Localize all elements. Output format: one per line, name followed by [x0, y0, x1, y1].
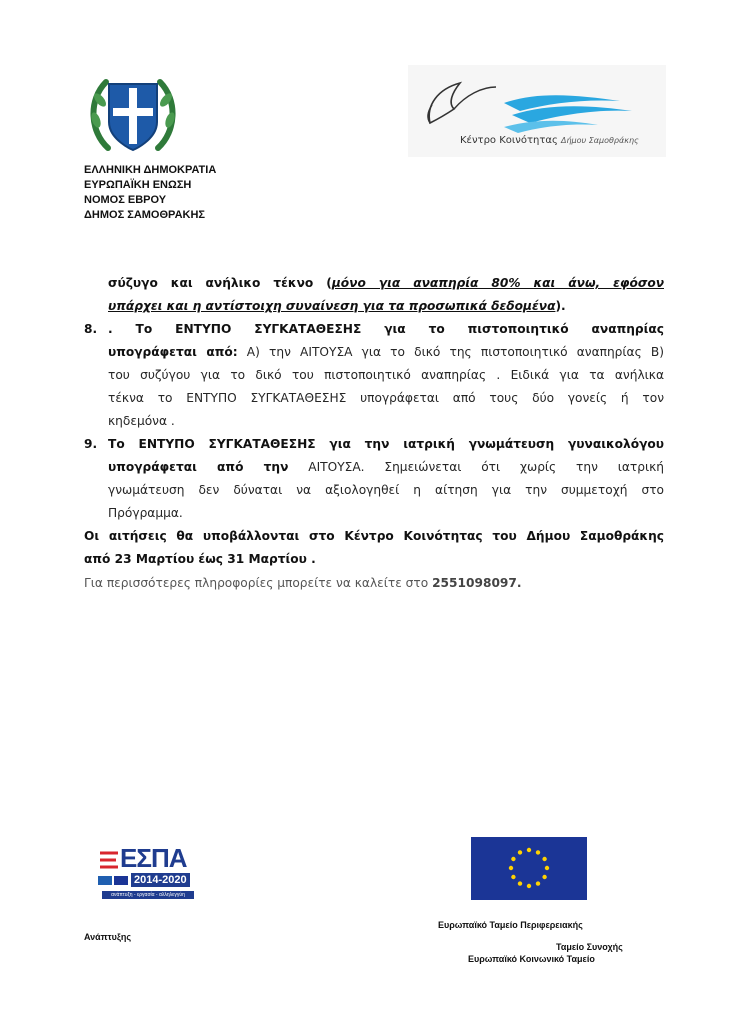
continuation-line-2: υπάρχει και η αντίστοιχη συναίνεση για τα προσωπικά δεδομένα). — [108, 299, 566, 313]
info-line: Για περισσότερες πληροφορίες μπορείτε να καλείτε στο 2551098097. — [84, 576, 522, 590]
continuation-line-1: σύζυγο και ανήλικο τέκνο (μόνο για αναπηρία 80% και άνω, εφόσον — [108, 276, 664, 290]
logo-caption — [460, 135, 639, 146]
espa-years: 2014-2020 — [131, 873, 190, 887]
submission-line-2: από 23 Μαρτίου έως 31 Μαρτίου . — [84, 552, 316, 566]
header-line: ΔΗΜΟΣ ΣΑΜΟΘΡΑΚΗΣ — [84, 209, 205, 221]
item9-line-4: Πρόγραμμα. — [108, 506, 183, 520]
fund-line-2: Ταμείο Συνοχής — [556, 942, 623, 952]
community-center-logo — [408, 65, 666, 157]
list-item-number: 9. — [84, 437, 98, 451]
logo-sub-text: Δήμου Σαμοθράκης — [561, 136, 639, 145]
submission-line-1: Οι αιτήσεις θα υποβάλλονται στο Κέντρο Κοινότητας του Δήμου Σαμοθράκης — [84, 529, 664, 543]
espa-logo — [98, 843, 198, 905]
item8-line-3: του συζύγου για το δικό του πιστοποιητικό αναπηρίας . Ειδικά για τα ανήλικα — [108, 368, 664, 382]
item8-line-2: υπογράφεται από: Α) την ΑΙΤΟΥΣΑ για το δικό της πιστοποιητικό αναπηρίας Β) — [108, 345, 664, 359]
header-line: ΝΟΜΟΣ ΕΒΡΟΥ — [84, 194, 167, 206]
phone-number: 2551098097. — [432, 576, 522, 590]
eu-flag-icon — [471, 837, 587, 900]
item8-line-5: κηδεμόνα . — [108, 414, 175, 428]
item9-line-3: γνωμάτευση δεν δύναται να αξιολογηθεί η αίτηση για την συμμετοχή στο — [108, 483, 664, 497]
espa-word: ΕΣΠΑ — [120, 843, 187, 873]
eu-flag-mini-icon — [114, 876, 128, 885]
item8-line-4: τέκνα το ΕΝΤΥΠΟ ΣΥΓΚΑΤΑΘΕΣΗΣ υπογράφεται από τους δύο γονείς ή τον — [108, 391, 664, 405]
list-item-number: 8. — [84, 322, 98, 336]
logo-main-text: Κέντρο Κοινότητας — [460, 135, 558, 146]
issuing-authority — [84, 163, 216, 223]
header-line: ΕΛΛΗΝΙΚΗ ΔΗΜΟΚΡΑΤΙΑ — [84, 164, 217, 176]
item9-line-1: Το ΕΝΤΥΠΟ ΣΥΓΚΑΤΑΘΕΣΗΣ για την ιατρική γνωμάτευση γυναικολόγου — [108, 437, 664, 451]
item9-line-2: υπογράφεται από την ΑΙΤΟΥΣΑ. Σημειώνεται ότι χωρίς την ιατρική — [108, 460, 664, 474]
greek-flag-icon — [98, 876, 112, 885]
espa-swoosh-icon — [98, 847, 120, 877]
item8-line-1: . Το ΕΝΤΥΠΟ ΣΥΓΚΑΤΑΘΕΣΗΣ για το πιστοποιητικό αναπηρίας — [108, 322, 664, 336]
espa-tagline: ανάπτυξη - εργασία - αλληλεγγύη — [102, 891, 194, 899]
header-line: ΕΥΡΩΠΑΪΚΗ ΕΝΩΣΗ — [84, 179, 192, 191]
greek-coat-of-arms-emblem — [84, 70, 182, 160]
fund-line-1: Ευρωπαϊκό Ταμείο Περιφερειακής — [438, 920, 583, 930]
anaptyxis-label: Ανάπτυξης — [84, 932, 132, 942]
fund-line-3: Ευρωπαϊκό Κοινωνικό Ταμείο — [468, 954, 595, 964]
